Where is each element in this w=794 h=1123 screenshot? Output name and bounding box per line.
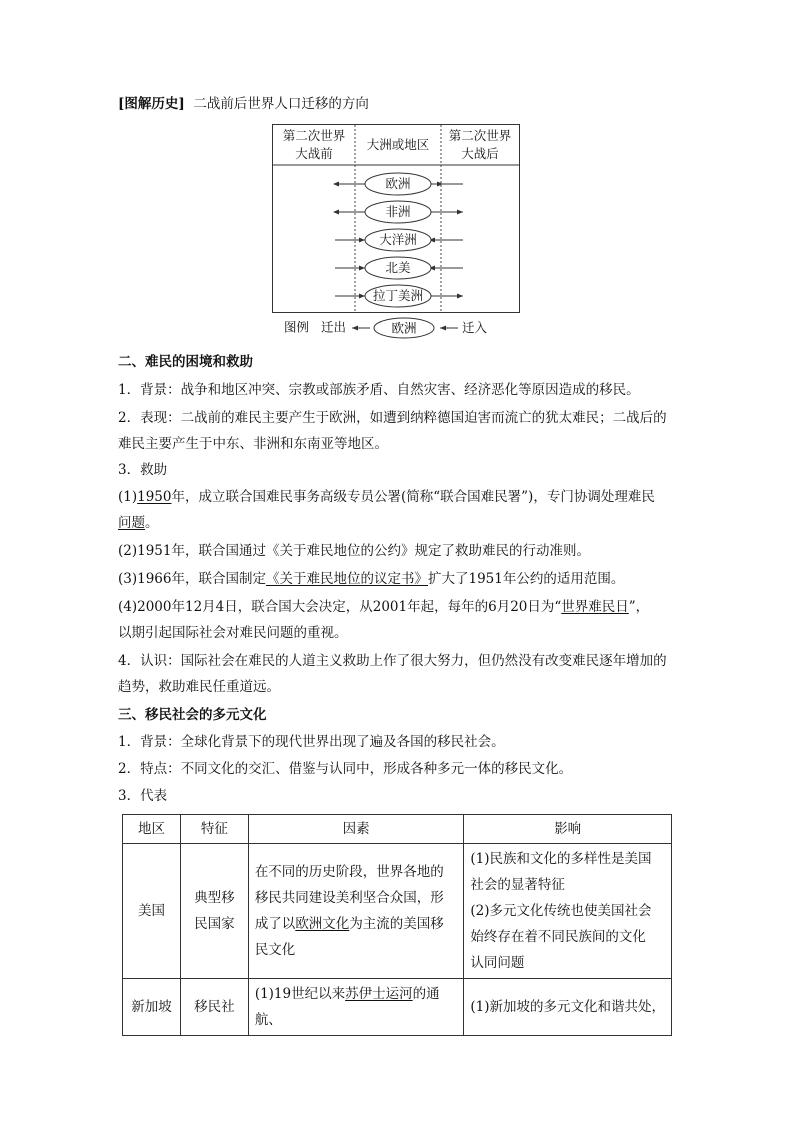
legend-in: 迁入 xyxy=(461,319,487,335)
diagram-title xyxy=(118,94,369,114)
relief-item-4: (4)2000年12月4日，联合国大会决定，从2001年起，每年的6月20日为“世界难民日”， xyxy=(118,599,650,615)
diagram-tag: [图解历史] xyxy=(118,96,185,112)
blank-european-culture: 欧洲文化 xyxy=(295,916,350,932)
cell-impact-singapore: (1)新加坡的多元文化和谐共处， xyxy=(464,979,672,1036)
blank-issue: 问题 xyxy=(118,515,145,531)
cell-feature-usa: 典型移 民国家 xyxy=(180,844,248,979)
legend-label: 图例 xyxy=(284,319,310,335)
section3-title: 三、移民社会的多元文化 xyxy=(118,707,267,723)
diagram-title-text: 二战前后世界人口迁移的方向 xyxy=(193,96,369,112)
sec3-representative: 3．代表 xyxy=(118,788,168,804)
region-africa: 非洲 xyxy=(385,204,411,219)
table-row-usa xyxy=(123,844,672,979)
sec2-manifestation-1: 2．表现：二战前的难民主要产生于欧洲，如遭到纳粹德国迫害而流亡的犹太难民；二战后的 xyxy=(118,410,667,426)
cell-factor-singapore: (1)19世纪以来苏伊士运河的通航、 xyxy=(248,979,464,1036)
sec2-relief-heading: 3．救助 xyxy=(118,462,168,478)
table-row-singapore xyxy=(123,979,672,1036)
relief-item-3: (3)1966年，联合国制定《关于难民地位的议定书》扩大了1951年公约的适用范围。 xyxy=(118,571,625,587)
th-factor: 因素 xyxy=(248,815,464,844)
cell-impact-usa: (1)民族和文化的多样性是美国 社会的显著特征 (2)多元文化传统也使美国社会 始终存在着不同民族间的文化 认同问题 xyxy=(464,844,672,979)
relief-item-1: (1)1950年，成立联合国难民事务高级专员公署(简称“联合国难民署”)，专门协调处理难民 xyxy=(118,489,655,505)
sec2-understanding-2: 趋势，救助难民任重道远。 xyxy=(118,679,280,695)
cell-feature-singapore: 移民社 xyxy=(180,979,248,1036)
migration-diagram xyxy=(272,124,520,313)
relief-item-1b: 问题。 xyxy=(118,515,159,531)
col-after: 第二次世界 大战后 xyxy=(448,128,512,161)
region-oceania: 大洋洲 xyxy=(379,232,417,247)
region-north-america: 北美 xyxy=(385,260,411,275)
blank-refugee-day: 世界难民日 xyxy=(561,599,629,615)
sec3-background: 1．背景：全球化背景下的现代世界出现了遍及各国的移民社会。 xyxy=(118,734,505,750)
th-region: 地区 xyxy=(123,815,181,844)
blank-1950: 1950 xyxy=(137,489,172,505)
cell-factor-usa: 在不同的历史阶段，世界各地的 移民共同建设美利坚合众国，形 成了以欧洲文化为主流的美国移 民文化 xyxy=(248,844,464,979)
region-latin-america: 拉丁美洲 xyxy=(372,288,423,303)
relief-item-2: (2)1951年，联合国通过《关于难民地位的公约》规定了救助难民的行动准则。 xyxy=(118,543,590,559)
sec2-background: 1．背景：战争和地区冲突、宗教或部族矛盾、自然灾害、经济恶化等原因造成的移民。 xyxy=(118,382,640,398)
sec3-feature: 2．特点：不同文化的交汇、借鉴与认同中，形成各种多元一体的移民文化。 xyxy=(118,761,573,777)
blank-protocol: 《关于难民地位的议定书》 xyxy=(265,571,428,587)
diagram-legend xyxy=(284,317,487,339)
sec2-understanding-1: 4．认识：国际社会在难民的人道主义救助上作了很大努力，但仍然没有改变难民逐年增加的 xyxy=(118,653,667,669)
th-feature: 特征 xyxy=(180,815,248,844)
th-impact: 影响 xyxy=(464,815,672,844)
legend-region: 欧洲 xyxy=(391,320,417,336)
sec2-manifestation-2: 难民主要产生于中东、非洲和东南亚等地区。 xyxy=(118,436,388,452)
legend-out: 迁出 xyxy=(320,319,346,335)
representative-table xyxy=(122,814,672,1036)
section2-title: 二、难民的困境和救助 xyxy=(118,354,253,370)
cell-region-singapore: 新加坡 xyxy=(123,979,181,1036)
relief-item-4b: 以期引起国际社会对难民问题的重视。 xyxy=(118,625,348,641)
table-header-row xyxy=(123,815,672,844)
col-before: 第二次世界 大战前 xyxy=(282,128,346,161)
cell-region-usa: 美国 xyxy=(123,844,181,979)
col-mid: 大洲或地区 xyxy=(366,137,430,152)
region-europe: 欧洲 xyxy=(385,176,411,191)
blank-suez-canal: 苏伊士运河 xyxy=(345,986,413,1002)
